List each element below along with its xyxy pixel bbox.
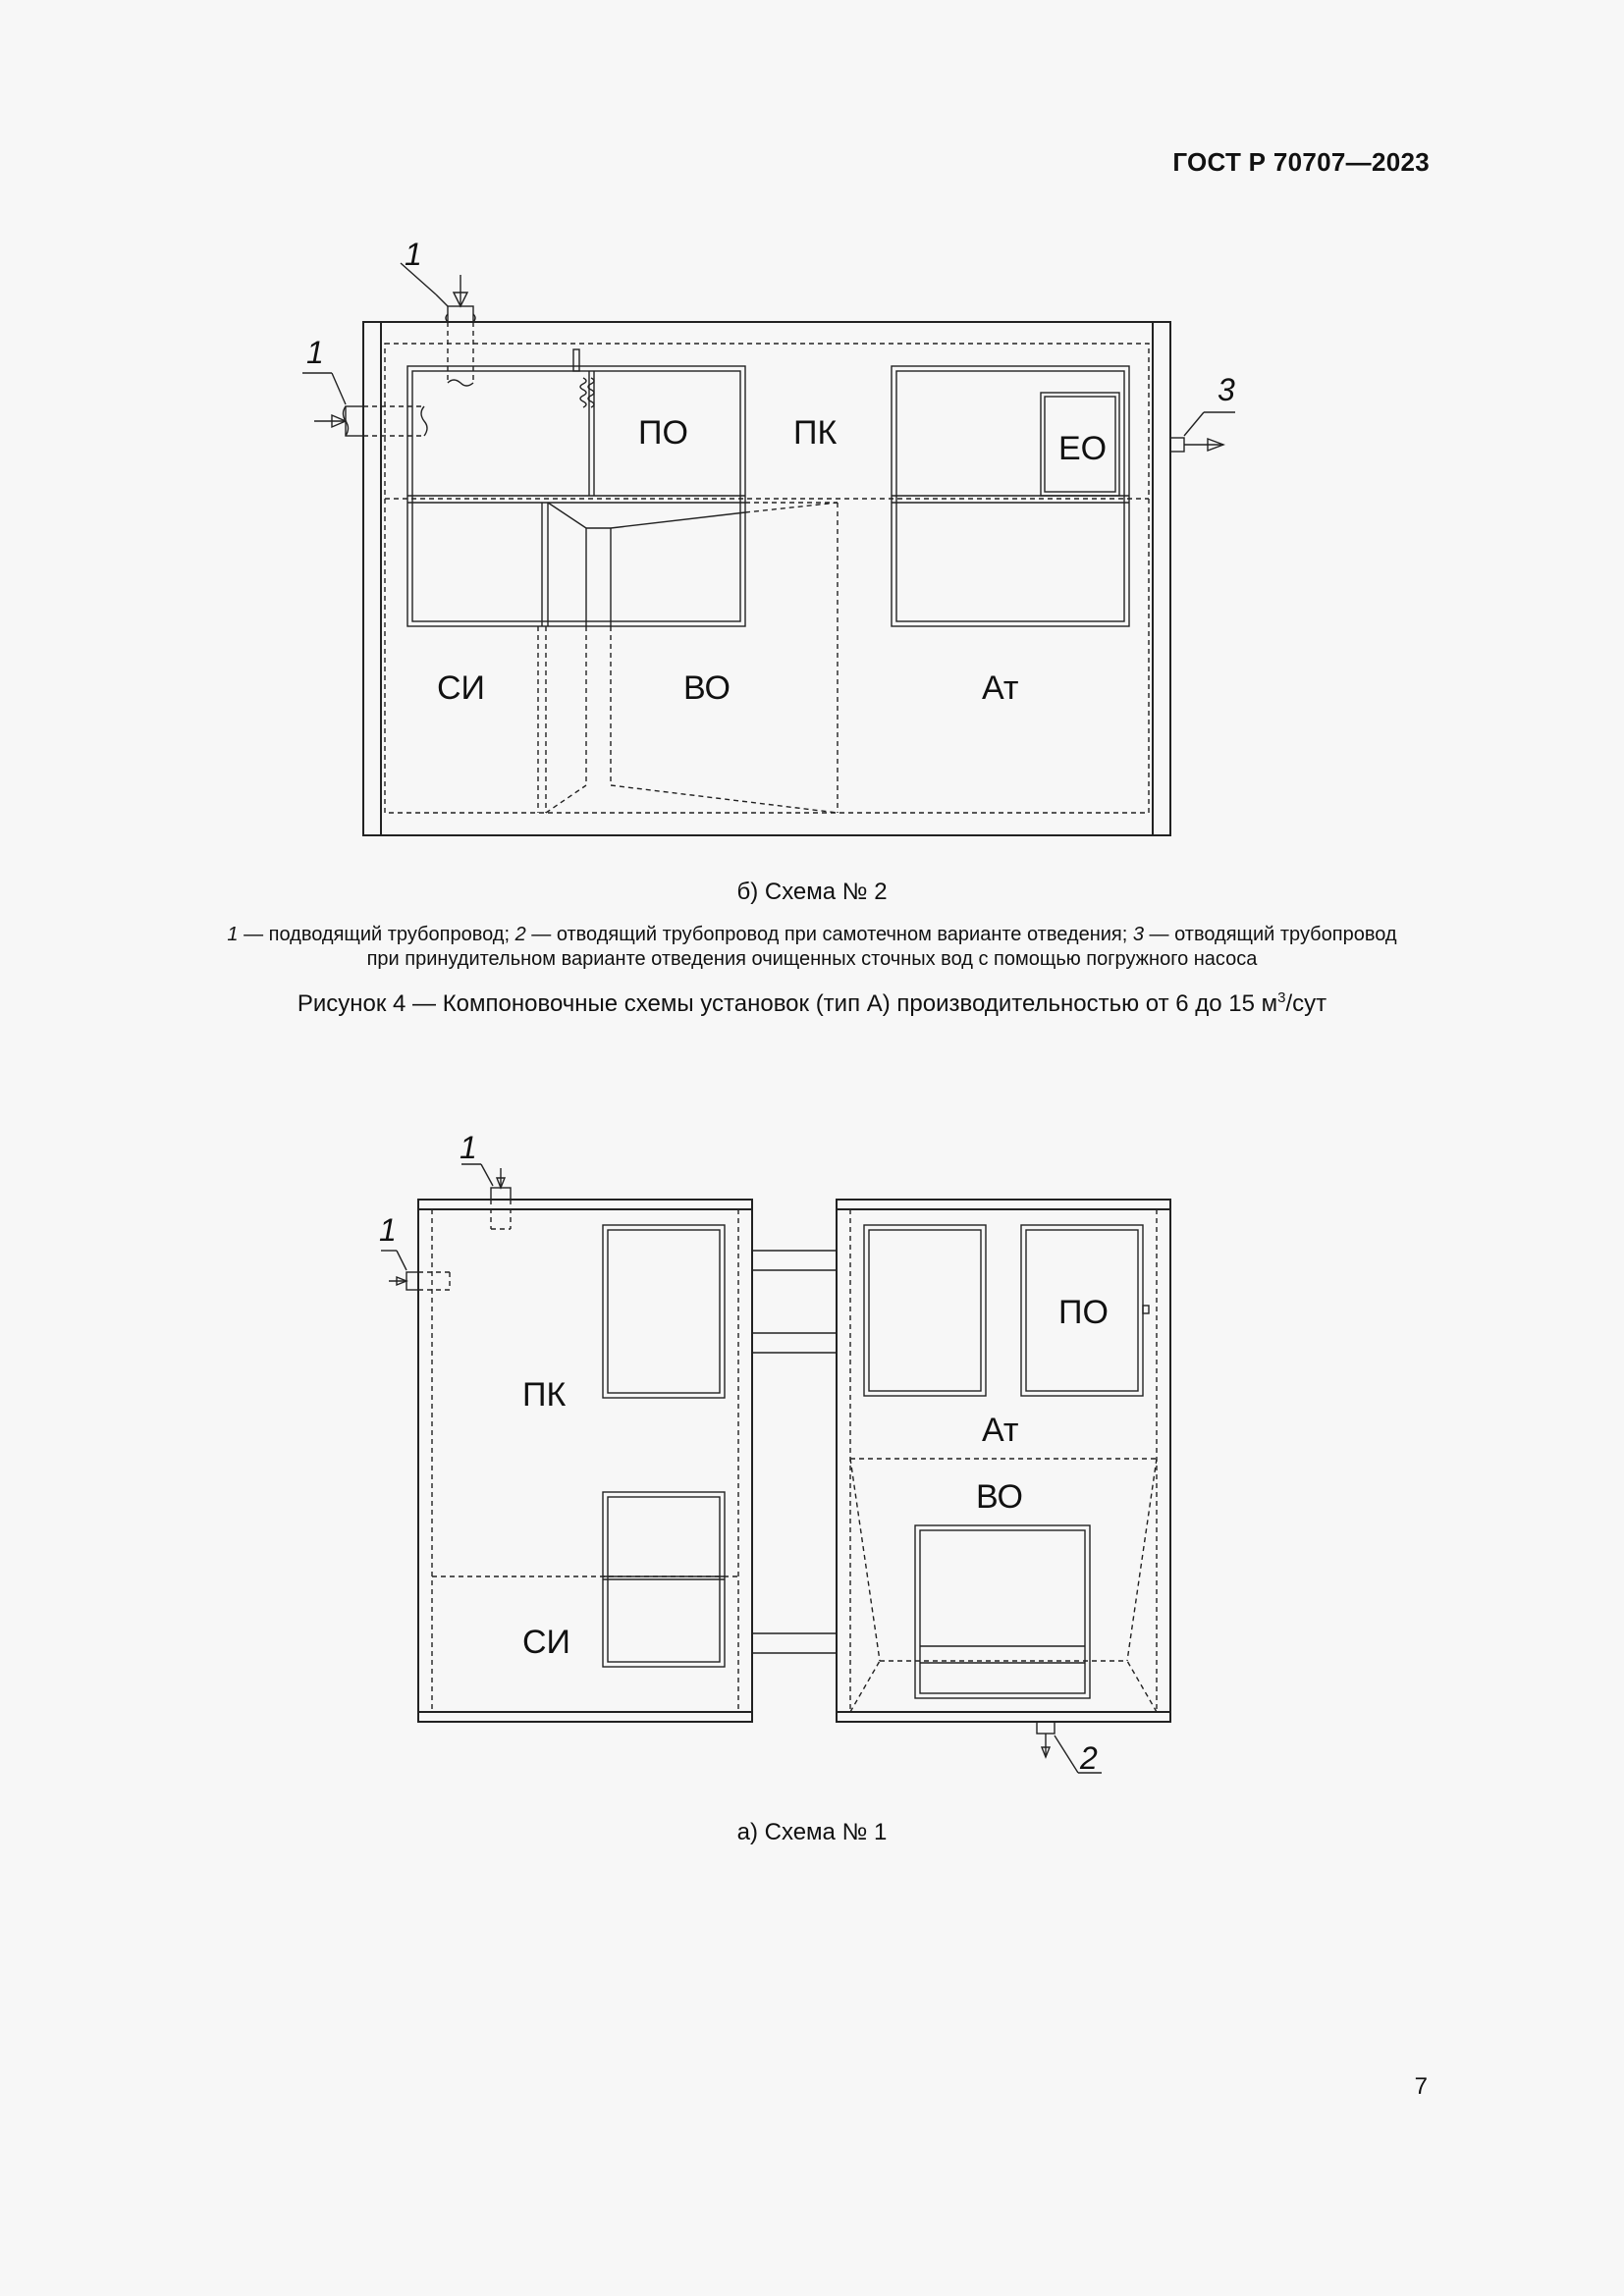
figure-title	[0, 989, 1624, 1018]
legend-text-2: — отводящий трубопровод при самотечном варианте отведения;	[525, 924, 1133, 945]
legend-line-1	[0, 923, 1624, 947]
label-at: Ат	[982, 669, 1019, 707]
legend-line-2: при принудительном варианте отведения очищенных сточных вод с помощью погружного насоса	[366, 948, 1258, 970]
label-vo-a: ВО	[976, 1478, 1023, 1516]
label-si: СИ	[437, 669, 485, 707]
label-si-a: СИ	[522, 1624, 570, 1661]
figure-title-suffix: /сут	[1285, 990, 1327, 1017]
scheme-1-caption: а) Схема № 1	[736, 1819, 888, 1845]
page-number: 7	[1414, 2073, 1428, 2100]
figure-legend	[0, 923, 1624, 972]
legend-text-3: — отводящий трубопровод	[1143, 924, 1397, 945]
callout-inlet-top-a: 1	[460, 1130, 477, 1165]
legend-num-1: 1	[227, 924, 239, 945]
legend-num-2: 2	[514, 924, 526, 945]
standard-id: ГОСТ Р 70707—2023	[1172, 147, 1430, 177]
label-pk-a: ПК	[522, 1376, 567, 1414]
callout-inlet-left-a: 1	[379, 1212, 397, 1248]
figure-title-sup: 3	[1277, 989, 1286, 1006]
scheme-1-drawing	[0, 1080, 1624, 1816]
label-po-a: ПО	[1058, 1294, 1109, 1331]
callout-outlet: 3	[1218, 372, 1235, 407]
callout-inlet-top: 1	[405, 237, 422, 272]
callout-inlet-left: 1	[306, 335, 324, 370]
label-at-a: Ат	[982, 1412, 1019, 1449]
legend-text-1: — подводящий трубопровод;	[238, 924, 515, 945]
callout-outlet-a: 2	[1080, 1740, 1098, 1776]
label-eo: ЕО	[1058, 430, 1108, 467]
scheme-2-drawing	[0, 0, 1624, 883]
label-vo: ВО	[683, 669, 731, 707]
figure-title-text: Рисунок 4 — Компоновочные схемы установок (тип А) производительностью от 6 до 15 м	[297, 990, 1278, 1017]
legend-num-3: 3	[1132, 924, 1144, 945]
scheme-2-caption: б) Схема № 2	[736, 879, 888, 905]
label-po: ПО	[638, 414, 688, 452]
label-pk: ПК	[793, 414, 838, 452]
